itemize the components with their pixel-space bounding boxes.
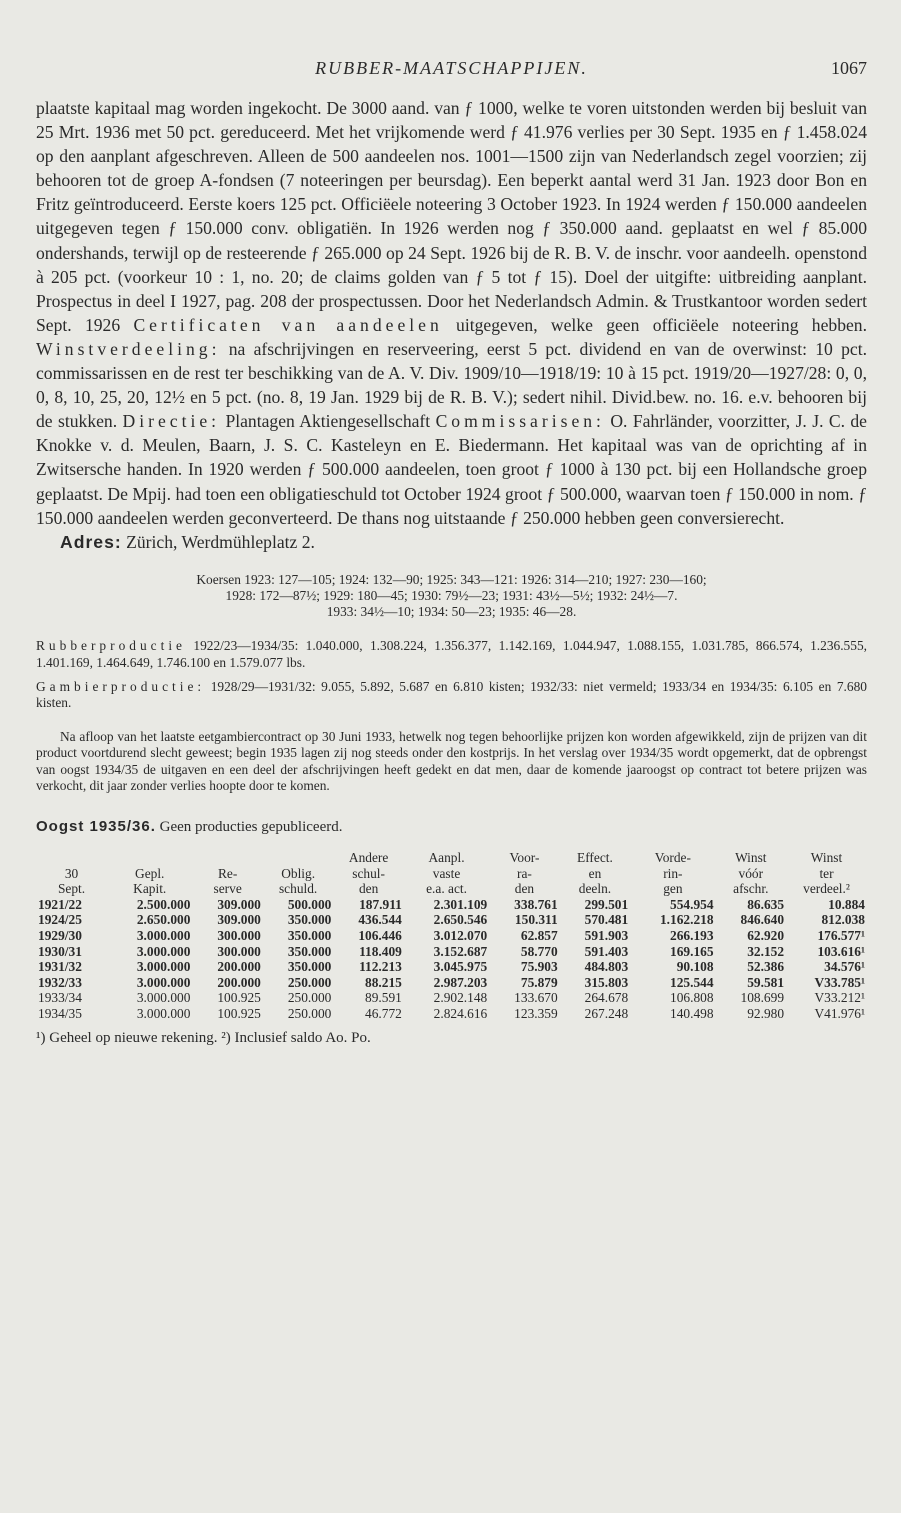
table-header-cell — [404, 850, 489, 897]
table-header-text: schuld. — [278, 881, 318, 897]
table-header-text: verdeel.² — [803, 881, 850, 897]
oogst-label: Oogst 1935/36. — [36, 818, 156, 836]
commissioners-text: O. Fahrländer, voorzitter, J. J. C. de Knokke v. d. Meulen, Baarn, J. S. C. Kasteleyn en E. Biedermann. Het kapitaal was van de oprichting af in Zwitsersche handen. In 1920 werden ƒ 500.000 aandeelen, toen groot ƒ 1000 à 130 pct. bij een Hollandsche groep geplaatst. De Mpij. had toen een obligatieschuld tot October 1924 groot ƒ 500.000, waarvan toen ƒ 150.000 in nom. ƒ 150.000 aandeelen werden geconverteerd. De thans nog uitstaande ƒ 250.000 hebben geen conversierecht. — [36, 411, 867, 528]
table-cell: 2.902.148 — [433, 990, 488, 1006]
table-cell: 315.803 — [584, 974, 629, 990]
table-header-cell — [716, 850, 786, 897]
table-cell: 176.577¹ — [817, 927, 865, 943]
table-cell: 264.678 — [584, 990, 629, 1006]
table-cell: 1934/35 — [38, 1005, 82, 1021]
table-cell: 300.000 — [217, 943, 261, 959]
table-cell: 350.000 — [287, 943, 332, 959]
table-header-text: afschr. — [733, 881, 769, 897]
table-cell: 75.903 — [520, 959, 558, 975]
table-cell: 3.045.975 — [433, 959, 488, 975]
table-cell: 554.954 — [670, 896, 714, 912]
table-cell: 350.000 — [287, 927, 332, 943]
table-cell: 187.911 — [359, 896, 402, 912]
table-row — [36, 912, 867, 928]
oogst-text: Geen producties gepubliceerd. — [155, 819, 343, 836]
table-cell: 112.213 — [359, 959, 402, 975]
table-body — [36, 897, 867, 1022]
table-cell: 140.498 — [670, 1005, 714, 1021]
table-cell: 3.000.000 — [136, 943, 191, 959]
table-header-row — [36, 850, 867, 897]
table-header-text: ra- — [517, 865, 532, 881]
table-header-cell — [333, 850, 403, 897]
table-cell: 2.650.000 — [136, 912, 191, 928]
table-cell: 108.699 — [740, 990, 785, 1006]
table-row — [36, 944, 867, 960]
table-cell: 2.987.203 — [433, 974, 488, 990]
table-header-cell — [630, 850, 715, 897]
table-cell: 200.000 — [217, 974, 261, 990]
table-cell: 32.152 — [747, 943, 785, 959]
table-header-text: ter — [819, 865, 834, 881]
rubberproductie-text: 1922/23—1934/35: 1.040.000, 1.308.224, 1.356.377, 1.142.169, 1.044.947, 1.088.155, 1.031.785, 866.574, 1.236.555, 1.401.169, 1.464.649, 1.746.100 en 1.579.077 lbs. — [36, 638, 867, 670]
running-title: RUBBER-MAATSCHAPPIJEN. — [315, 58, 588, 78]
table-cell: 350.000 — [287, 959, 332, 975]
table-cell: 10.884 — [828, 896, 865, 912]
table-cell: 90.108 — [676, 959, 714, 975]
table-header-text: rin- — [663, 865, 683, 881]
table-row — [36, 990, 867, 1006]
paragraph-capital: plaatste kapitaal mag worden ingekocht. De 3000 aand. van ƒ 1000, welke te voren uitstonden werden bij besluit van 25 Mrt. 1936 met 50 pct. gereduceerd. Met het vrijkomende werd ƒ 41.976 verlies per 30 Sept. 1935 en ƒ 1.458.024 op den aanplant afgeschreven. Alleen de 500 aandeelen nos. 1001—1500 zijn van Nederlandsch zegel voorzien; zij behooren tot de groep A-fondsen (7 noteeringen per beursdag). Een beperkt aantal werd 31 Jan. 1923 door Bon en Fritz geïntroduceerd. Eerste koers 125 pct. Officiëele noteering 3 October 1923. In 1924 werden ƒ 150.000 aandeelen uitgegeven tegen ƒ 150.000 conv. obligatiën. In 1926 werden nog ƒ 350.000 aand. geplaatst en wel ƒ 85.000 ondershands, terwijl op de resteerende ƒ 265.000 op 24 Sept. 1926 bij de R. B. V. de inschr. voor aandeelh. openstond à 205 pct. (voorkeur 10 : 1, no. 20; de claims golden van ƒ 5 tot ƒ 15). Doel der uitgifte: uitbreiding aanplant. Prospectus in deel I 1927, pag. 208 der prospectussen. Door het Nederlandsch Admin. & Trustkantoor worden sedert Sept. 1926 — [36, 98, 867, 335]
gambierproductie-text: 1928/29—1931/32: 9.055, 5.892, 5.687 en 6.810 kisten; 1932/33: niet vermeld; 1933/34 en 1934/35: 6.105 en 7.680 kisten. — [36, 678, 867, 710]
table-row — [36, 1006, 867, 1022]
koersen-line-2: 1928: 172—87½; 1929: 180—45; 1930: 79½—23; 1931: 43½—5½; 1932: 24½—7. — [225, 587, 678, 603]
table-header-cell — [786, 850, 867, 897]
rubberproductie-block — [36, 638, 867, 670]
table-cell: 309.000 — [217, 912, 261, 928]
table-header-text: deeln. — [578, 881, 612, 897]
table-cell: 1931/32 — [38, 959, 82, 975]
table-cell: 1933/34 — [38, 990, 82, 1006]
company-description — [36, 96, 867, 554]
table-cell: 62.857 — [520, 927, 558, 943]
table-header-text: Effect. — [577, 850, 613, 866]
koersen-block — [36, 572, 867, 621]
table-cell: 86.635 — [747, 896, 785, 912]
table-cell: 250.000 — [287, 974, 332, 990]
table-cell: 92.980 — [747, 1005, 785, 1021]
profit-distribution-text: na afschrijvingen en reserveering, eerst 5 pct. dividend en van de overwinst: 10 pct. commissarissen en de rest ter beschikking van de A. V. Div. 1909/10—1918/19: 10 à 15 pct. 1919/20—1927/28: 0, 0, 0, 8, 10, 25, 20, 12½ en 5 pct. (no. 8, 19 Jan. 1929 bij de R. B. V.); sedert nihil. Divid.bew. no. 16. e.v. behooren bij de stukken. — [36, 338, 867, 432]
table-cell: 3.000.000 — [136, 974, 191, 990]
gambierproductie-block — [36, 679, 867, 711]
table-cell: V33.785¹ — [814, 974, 865, 990]
table-cell: 34.576¹ — [824, 959, 865, 975]
table-cell: 88.215 — [365, 974, 402, 990]
directie-label: Directie: — [122, 411, 221, 432]
table-cell: V33.212¹ — [814, 990, 865, 1006]
table-footnote: ¹) Geheel op nieuwe rekening. ²) Inclusief saldo Ao. Po. — [36, 1029, 371, 1046]
table-cell: 75.879 — [520, 974, 558, 990]
table-header-cell — [560, 850, 630, 897]
table-cell: 500.000 — [287, 896, 332, 912]
profit-distribution-label: Winstverdeeling: — [36, 338, 221, 359]
table-cell: 250.000 — [287, 1005, 332, 1021]
table-cell: 267.248 — [584, 1005, 629, 1021]
table-header-text: vaste — [432, 865, 461, 881]
table-cell: 250.000 — [287, 990, 332, 1006]
address-text: Zürich, Werdmühleplatz 2. — [121, 531, 315, 552]
table-cell: 100.925 — [217, 990, 261, 1006]
oogst-line — [36, 818, 867, 836]
table-cell: 299.501 — [584, 896, 629, 912]
table-header-cell — [36, 850, 107, 897]
table-header-text: Vorde- — [654, 850, 691, 866]
table-row — [36, 897, 867, 913]
table-cell: 350.000 — [287, 912, 332, 928]
table-cell: 2.301.109 — [433, 896, 488, 912]
table-cell: 3.000.000 — [136, 927, 191, 943]
table-header-cell — [192, 850, 262, 897]
table-cell: 133.670 — [514, 990, 558, 1006]
afloop-paragraph: Na afloop van het laatste eetgambiercontract op 30 Juni 1933, hetwelk nog tegen behoorlijke prijzen kon worden afgewikkeld, zijn de prijzen van dit product voortdurend slecht geweest; begin 1935 lagen zij nog steeds onder den kostprijs. In het verslag over 1934/35 wordt opgemerkt, dat de opbrengst van oogst 1934/35 de uitgaven en een deel der afschrijvingen heeft gedekt en dat men, daar de komende jaaroogst op contract tot betere prijzen was verkocht, dit jaar zonder verlies hoopte door te komen. — [36, 729, 867, 793]
table-cell: 46.772 — [365, 1005, 402, 1021]
table-cell: 3.000.000 — [136, 1005, 191, 1021]
koersen-line-1: Koersen 1923: 127—105; 1924: 132—90; 1925: 343—121: 1926: 314—210; 1927: 230—160; — [196, 571, 707, 587]
table-header-text: den — [514, 881, 535, 897]
table-header-text: en — [588, 865, 602, 881]
table-header-text: 30 — [64, 865, 79, 881]
table-cell: 125.544 — [670, 974, 714, 990]
table-cell: 436.544 — [358, 912, 402, 928]
table-cell: 3.000.000 — [136, 990, 191, 1006]
table-header-text: Andere — [348, 850, 389, 866]
table-cell: 200.000 — [217, 959, 261, 975]
table-cell: 106.808 — [670, 990, 714, 1006]
table-cell: 123.359 — [514, 1005, 558, 1021]
table-cell: 309.000 — [217, 896, 261, 912]
table-cell: 2.650.546 — [433, 912, 488, 928]
table-header-text: Kapit. — [133, 881, 167, 897]
rubberproductie-label: Rubberproductie — [36, 638, 186, 654]
table-header-cell — [263, 850, 333, 897]
table-cell: 846.640 — [740, 912, 785, 928]
table-header-text: Voor- — [509, 850, 540, 866]
table-header-text: Gepl. — [135, 865, 165, 881]
table-cell: 106.446 — [358, 927, 402, 943]
table-cell: 1930/31 — [38, 943, 82, 959]
directie-text: Plantagen Aktiengesellschaft — [220, 411, 436, 432]
gambierproductie-label: Gambierproductie: — [36, 678, 206, 694]
table-cell: 52.386 — [747, 959, 785, 975]
table-cell: V41.976¹ — [814, 1005, 865, 1021]
table-header-text: Aanpl. — [428, 850, 465, 866]
table-cell: 1932/33 — [38, 974, 82, 990]
table-cell: 58.770 — [520, 943, 558, 959]
table-header-text: vóór — [738, 865, 764, 881]
table-cell: 59.581 — [747, 974, 785, 990]
table-cell: 103.616¹ — [817, 943, 865, 959]
table-cell: 2.500.000 — [136, 896, 191, 912]
financial-table — [36, 850, 867, 1022]
table-header-cell — [489, 850, 559, 897]
table-header-text: den — [358, 881, 379, 897]
table-cell: 266.193 — [670, 927, 714, 943]
page-number: 1067 — [831, 58, 867, 78]
table-cell: 591.403 — [584, 943, 629, 959]
table-cell: 150.311 — [514, 912, 558, 928]
table-cell: 570.481 — [584, 912, 629, 928]
table-cell: 3.012.070 — [433, 927, 488, 943]
table-cell: 89.591 — [365, 990, 402, 1006]
table-cell: 100.925 — [217, 1005, 261, 1021]
table-cell: 62.920 — [747, 927, 785, 943]
table-cell: 1924/25 — [38, 912, 82, 928]
table-cell: 812.038 — [821, 912, 865, 928]
koersen-line-3: 1933: 34½—10; 1934: 50—23; 1935: 46—28. — [326, 604, 577, 620]
table-row — [36, 975, 867, 991]
table-cell: 591.903 — [584, 927, 629, 943]
table-cell: 300.000 — [217, 927, 261, 943]
table-cell: 1.162.218 — [659, 912, 714, 928]
table-cell: 3.152.687 — [433, 943, 488, 959]
table-header-text: e.a. act. — [426, 881, 467, 897]
running-head — [36, 58, 867, 88]
table-cell: 118.409 — [359, 943, 402, 959]
table-cell: 3.000.000 — [136, 959, 191, 975]
table-header-text: schul- — [352, 865, 385, 881]
table-row — [36, 959, 867, 975]
address-label: Adres: — [60, 531, 122, 552]
certificates-text: uitgegeven, welke geen officiëele noteering hebben. — [442, 314, 867, 335]
commissioners-label: Commissarisen: — [435, 411, 605, 432]
table-cell: 169.165 — [670, 943, 714, 959]
table-header-text: Winst — [810, 850, 843, 866]
table-header-text: Re- — [217, 865, 238, 881]
table-cell: 484.803 — [584, 959, 629, 975]
table-header-text: Oblig. — [281, 865, 316, 881]
table-header-cell — [107, 850, 192, 897]
certificates-label: Certificaten van aandeelen — [133, 314, 443, 335]
table-cell: 1929/30 — [38, 927, 82, 943]
table-cell: 1921/22 — [38, 896, 82, 912]
table-header-text: Winst — [735, 850, 767, 866]
table-header-text: serve — [213, 881, 242, 897]
table-cell: 2.824.616 — [433, 1005, 488, 1021]
table-header-text: gen — [663, 881, 683, 897]
table-cell: 338.761 — [514, 896, 558, 912]
table-row — [36, 928, 867, 944]
table-header-text: Sept. — [57, 881, 86, 897]
